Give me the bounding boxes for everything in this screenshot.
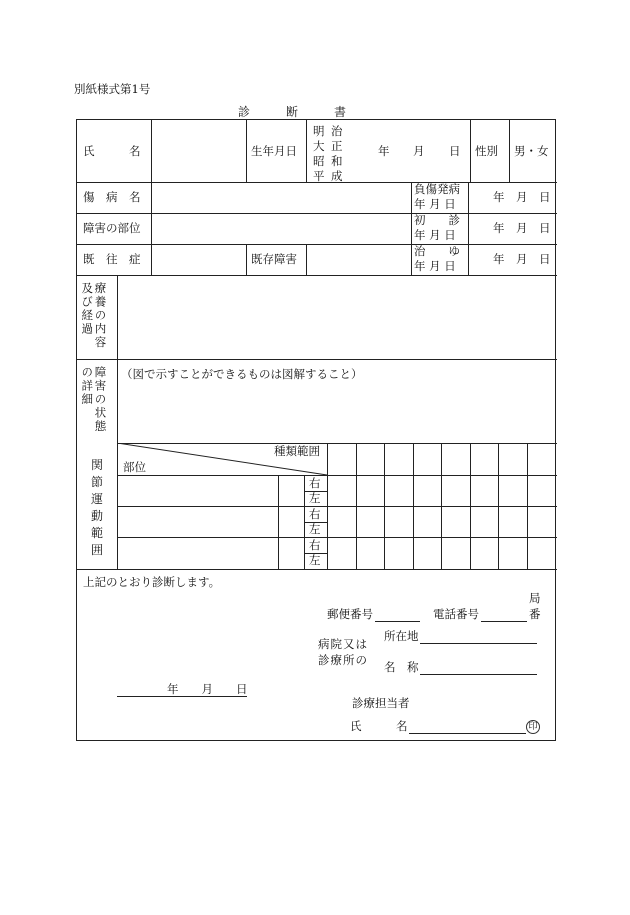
history-label: 既 往 症 (83, 252, 141, 266)
existing-disability-label: 既存障害 (251, 252, 297, 266)
joint-header-site: 部位 (123, 460, 146, 474)
details-note: （図で示すことができるものは図解すること） (121, 367, 363, 381)
sex-label: 性別 (475, 144, 498, 158)
dob-year: 年 (378, 144, 390, 158)
statement: 上記のとおり診断します。 (83, 575, 221, 589)
details-label: 障害の状態の詳細 (80, 366, 108, 434)
doctor-label: 診療担当者 (352, 696, 410, 710)
cure-label-1: 治 ゆ (414, 244, 460, 258)
ban-label: 番 (529, 607, 541, 621)
facility-name-label: 名 称 (384, 660, 419, 674)
seal-icon: 印 (526, 720, 540, 734)
left-1: 左 (309, 491, 321, 505)
dob-month: 月 (413, 144, 425, 158)
site-label: 障害の部位 (83, 221, 141, 235)
joint-header-type: 種類範囲 (274, 444, 320, 458)
form-id: 別紙様式第1号 (74, 82, 151, 96)
first-visit-label-1: 初 診 (414, 213, 460, 227)
left-3: 左 (309, 553, 321, 567)
hospital-label-1: 病院又は (318, 637, 368, 651)
onset-label-2: 年 月 日 (414, 197, 456, 211)
address-label: 所在地 (384, 629, 419, 643)
first-visit-date: 年 月 日 (493, 221, 551, 235)
onset-date: 年 月 日 (493, 190, 551, 204)
treatment-label: 療養の内容及び経過 (80, 282, 108, 350)
right-3: 右 (309, 538, 321, 552)
postal-label: 郵便番号 (327, 607, 373, 621)
left-2: 左 (309, 522, 321, 536)
seal-mark (526, 720, 540, 734)
dob-day: 日 (449, 144, 461, 158)
issue-date: 年 月 日 (167, 682, 248, 696)
onset-label-1: 負傷発病 (414, 182, 460, 196)
cure-label-2: 年 月 日 (414, 259, 456, 273)
sex-value: 男・女 (514, 144, 549, 158)
injury-label: 傷 病 名 (83, 190, 141, 204)
doctor-name-label: 氏 名 (350, 719, 408, 733)
era-column-1: 明 大 昭 平 (313, 124, 325, 183)
first-visit-label-2: 年 月 日 (414, 228, 456, 242)
cure-date: 年 月 日 (493, 252, 551, 266)
phone-label: 電話番号 (433, 607, 479, 621)
era-column-2: 治 正 和 成 (331, 124, 343, 183)
right-2: 右 (309, 507, 321, 521)
dob-label: 生年月日 (251, 144, 297, 158)
right-1: 右 (309, 476, 321, 490)
document-title: 診 断 書 (238, 105, 347, 119)
name-label: 氏 名 (83, 144, 141, 158)
joint-range-label: 関節運動範囲 (91, 458, 104, 557)
kyoku-label: 局 (529, 591, 541, 605)
hospital-label-2: 診療所の (318, 653, 368, 667)
